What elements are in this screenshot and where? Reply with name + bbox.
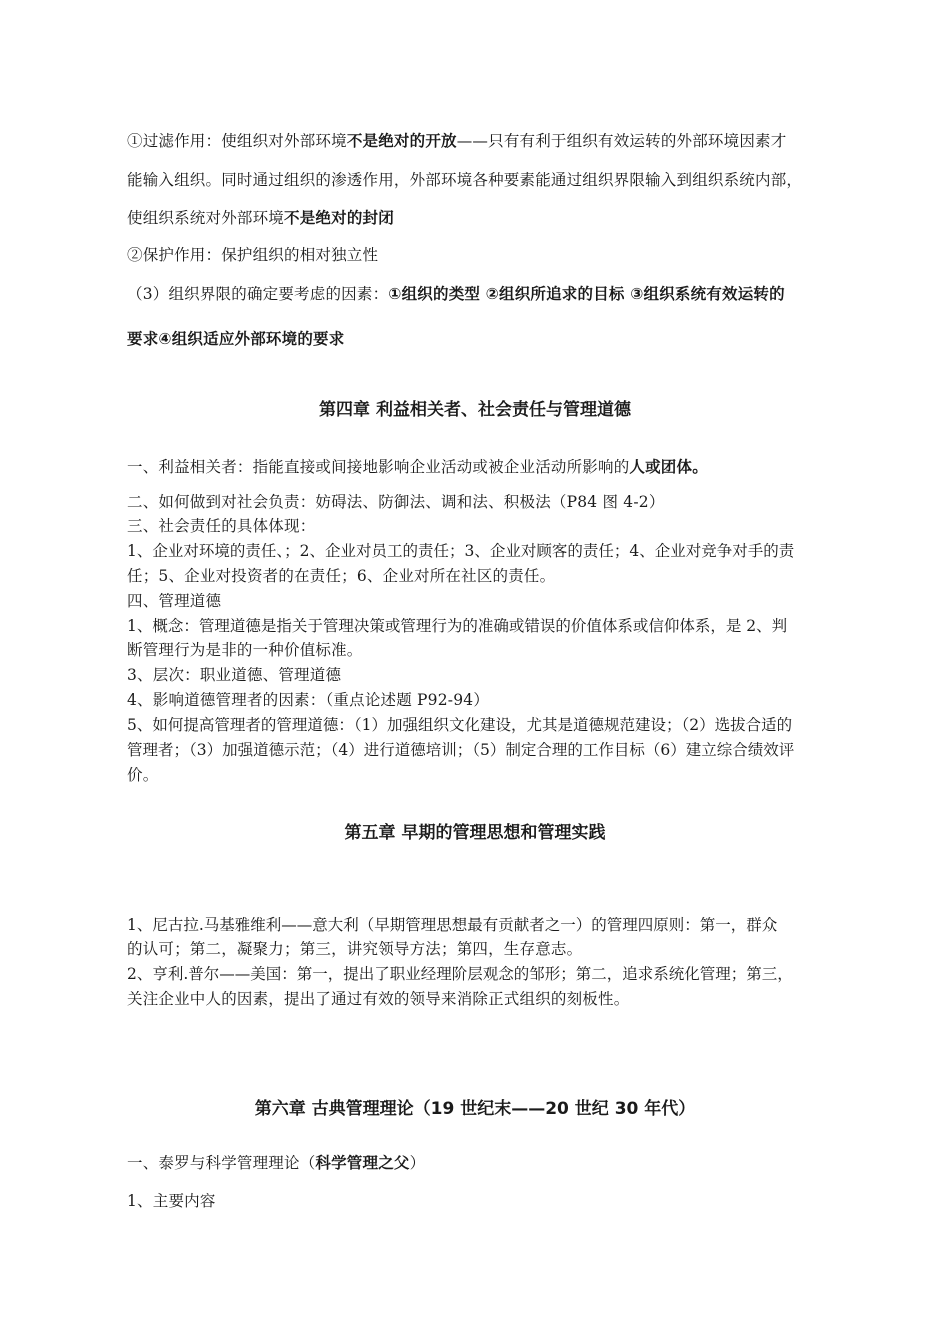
chapter-6-heading: 第六章 古典管理理论（19 世纪末——20 世纪 30 年代）: [254, 1099, 696, 1119]
text-line: ②保护作用：保护组织的相对独立性: [127, 246, 379, 264]
text-line: 2、亨利.普尔——美国：第一，提出了职业经理阶层观念的邹形；第二，追求系统化管理；第三，: [127, 965, 793, 983]
text-line: 断管理行为是非的一种价值标准。: [127, 641, 363, 659]
text-line: 管理者；（3）加强道德示范；（4）进行道德培训；（5）制定合理的工作目标（6）建立综合绩效评: [127, 741, 795, 759]
emphasis-text: 要求④组织适应外部环境的要求: [127, 330, 345, 348]
text-line: 二、如何做到对社会负责：妨碍法、防御法、调和法、积极法（P84 图 4-2）: [127, 493, 665, 511]
text-run: ）: [409, 1154, 426, 1172]
text-run: 一、泰罗与科学管理理论（: [127, 1154, 316, 1172]
text-run: 使组织系统对外部环境: [127, 209, 285, 227]
text-line: 5、如何提高管理者的管理道德：（1）加强组织文化建设，尤其是道德规范建设；（2）选拔合适的: [127, 716, 793, 734]
text-line: 能输入组织。同时通过组织的渗透作用，外部环境各种要素能通过组织界限输入到组织系统内部，: [127, 171, 803, 189]
text-run: （3）组织界限的确定要考虑的因素：: [127, 285, 389, 303]
text-line: [127, 1152, 837, 1174]
emphasis-text: 不是绝对的封闭: [284, 209, 394, 227]
text-line: 四、管理道德: [127, 592, 222, 610]
emphasis-text: ①组织的类型 ②组织所追求的目标 ③组织系统有效运转的: [388, 285, 785, 303]
emphasis-text: 科学管理之父: [315, 1154, 410, 1172]
text-line: 3、层次：职业道德、管理道德: [127, 666, 342, 684]
text-line: [127, 283, 837, 305]
text-line: 1、企业对环境的责任、；2、企业对员工的责任；3、企业对顾客的责任；4、企业对竞争对手的责: [127, 542, 795, 560]
text-line: 三、社会责任的具体体现：: [127, 517, 316, 535]
chapter-4-heading: 第四章 利益相关者、社会责任与管理道德: [319, 400, 631, 420]
text-line: 1、概念：管理道德是指关于管理决策或管理行为的准确或错误的价值体系或信仰体系，是 2、判: [127, 617, 788, 635]
text-run: ①过滤作用：使组织对外部环境: [127, 132, 347, 150]
text-line: 关注企业中人的因素，提出了通过有效的领导来消除正式组织的刻板性。: [127, 990, 630, 1008]
emphasis-text: 不是绝对的开放: [346, 132, 457, 150]
text-run: 一、利益相关者：指能直接或间接地影响企业活动或被企业活动所影响的: [127, 458, 630, 476]
emphasis-text: 人或团体。: [629, 458, 708, 476]
text-line: 1、主要内容: [127, 1192, 216, 1210]
text-line: [127, 207, 837, 229]
text-line: 价。: [127, 766, 159, 784]
text-run: ——只有有利于组织有效运转的外部环境因素才: [456, 132, 787, 150]
text-line: [127, 130, 837, 152]
chapter-5-heading: 第五章 早期的管理思想和管理实践: [344, 823, 606, 843]
text-line: 任；5、企业对投资者的在责任；6、企业对所在社区的责任。: [127, 567, 556, 585]
text-line: 4、影响道德管理者的因素：（重点论述题 P92-94）: [127, 691, 490, 709]
text-line: [127, 456, 837, 478]
text-line: 1、尼古拉.马基雅维利——意大利（早期管理思想最有贡献者之一）的管理四原则：第一，群众: [127, 916, 778, 934]
text-line: 的认可；第二，凝聚力；第三，讲究领导方法；第四，生存意志。: [127, 940, 583, 958]
